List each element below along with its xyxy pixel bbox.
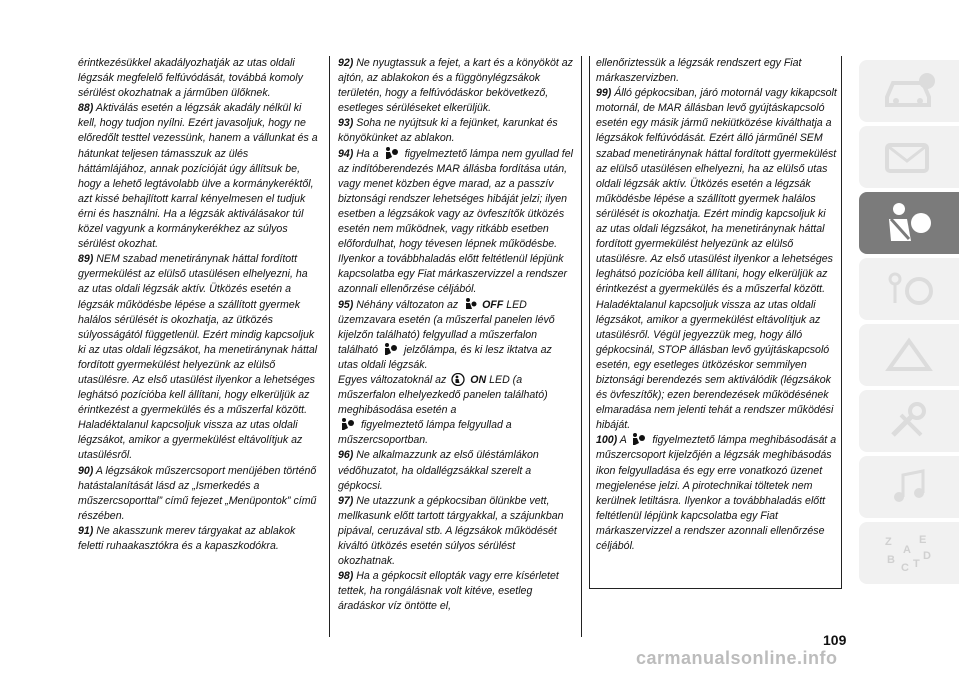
note-number: 92) (338, 57, 354, 69)
note-number: 99) (596, 87, 612, 100)
note-94: 94) Ha a figyelmeztető lámpa nem gyullad fel az indítóberendezés MAR állásba fordítása után, vagy menet közben égve marad, az a passzív biztonsági rendszer lehetséges hibáját jelzi; ilyen esetben a légzsákok vagy az övfeszítők ütközés esetén nem működnek, vagy ritkább esetben előfordulhat, hogy tévesen lépnek működésbe. Ilyenkor a továbbhaladás előtt feltétlenül lépjünk kapcsolatba egy Fiat márkaszervizzel a rendszer azonnali ellenőrzése céljából. (338, 147, 573, 296)
tab-dashboard[interactable] (859, 126, 959, 188)
note-100: 100) A figyelmeztető lámpa meghibásodását a műszercsoport kijelzőjén a légzsák meghibásodás ikon felgyulladása és egy erre vonatkozó üzenet megjelenése jelzi. A pirotechnikai töltetek nem kerülnek letiltásra. Ilyenkor a továbbhaladás előtt feltétlenül lépjünk kapcsolatba egy Fiat márkaszervizzel a rendszer azonnali ellenőrzése céljából. (596, 434, 837, 552)
tab-maintenance[interactable] (859, 390, 959, 452)
tools-icon (881, 401, 937, 441)
dashboard-warning-icon (881, 137, 937, 177)
note-number: 93) (338, 117, 354, 130)
note-88: 88) Aktiválás esetén a légzsák akadály nélkül ki kell, hogy tudjon nyílni. Ezért javasoljuk, hogy ne előredőlt testtel vezessünk, hanem a vállunkat és a hátunkat teljesen támasszuk az ülés háttámlájához, annak pozícióját úgy állítsuk be, hogy a lehető legtávolabb ülve a kormánykeréktől, azt kissé behajlított karral kényelmesen el tudjuk érni és használni. Ha a légzsák aktiválásakor túl közel vagyunk a kormánykerékhez az súlyos sérülést okozhat. (78, 102, 318, 251)
tab-starting-driving[interactable] (859, 258, 959, 320)
note-number: 98) (338, 570, 354, 583)
note-number: 97) (338, 494, 354, 507)
index-letter: C (901, 562, 909, 574)
note-98: 98) Ha a gépkocsit ellopták vagy erre kísérletet tettek, ha rongálásnak volt kitéve, esetleg áradáskor víz öntötte el, (338, 570, 559, 613)
paragraph-continuation: ellenőriztessük a légzsák rendszert egy Fiat márkaszervizben. (596, 57, 802, 85)
note-number: 96) (338, 449, 354, 462)
note-89: 89) NEM szabad menetiránynak háttal fordított gyermekülést az elülső utasülésen elhelyezni, ha az utas oldali légzsák aktív. Ütközés esetén a légzsák működésbe lépése a szállított gyermek halálos sérülését is okozhatja, az ütközés súlyosságától függetlenül. Ezért mindig kapcsoljuk ki az utas oldali légzsákot, ha menetiránynak háttal fordított gyermekülést helyezünk az elülső utasülésre. Az első utasülést ilyenkor a lehetséges leghátsó pozícióba kell állítani, hogy elkerüljük az érintkezést a gyermekülés és a műszerfal között. Haladéktalanul kapcsoljuk vissza az utas oldali légzsákot, amikor a gyermekülést eltávolítjuk az utasülésről. (78, 253, 318, 462)
note-96: 96) Ne alkalmazzunk az első üléstámlákon védőhuzatot, ha oldallégzsákkal szerelt a gépkocsi. (338, 449, 539, 492)
index-letter: E (919, 534, 927, 546)
note-99: 99) Álló gépkocsiban, járó motornál vagy kikapcsolt motornál, de MAR állásban levő gyújtáskapcsoló esetén egy másik jármű nekiütközése kiválthatja a légzsákok felfúvódását. Ezért álló járműnél SEM szabad menetiránynak háttal fordított gyermekülést az elülső utasülésen elhelyezni, ha az elülső utas oldali légzsák aktív. Ütközés esetén a légzsák működésbe lépése a szállított gyermek halálos sérülését is okozhatja. Ezért mindig kapcsoljuk ki az utas oldali légzsákot, ha menetiránynak háttal fordított gyermekülést helyezünk az elülső utasülésre. Az első utasülést ilyenkor a lehetséges leghátsó pozícióba kell állítani, hogy elkerüljük az érintkezést a gyermekülés és a műszerfal között. Haladéktalanul kapcsoljuk vissza az utas oldali légzsákot, amikor a gyermekülést eltávolítjuk az utasülésről. Végül jegyezzük meg, hogy álló gépkocsinál, STOP állásban levő gyújtáskapcsoló esetén, egy esetleges ütközéskor semmilyen biztonsági berendezés sem aktiválódik (légzsákok és övfeszítők); ezen berendezések működésének elmaradása nem jelenti tehát a rendszer működési hibáját. (596, 87, 837, 432)
note-number: 90) (78, 464, 94, 477)
text-column-2 (329, 56, 582, 637)
watermark: carmanualsonline.info (636, 648, 838, 668)
seatbelt-airbag-icon (881, 201, 937, 245)
note-95-variant: Egyes változatoknál az ON LED (a műszerfalon elhelyezkedő panelen található) meghibásodása esetén a figyelmeztető lámpa felgyullad a műszercsoportban. (338, 373, 548, 447)
media-music-icon (881, 467, 937, 507)
note-number: 94) (338, 147, 354, 160)
note-97: 97) Ne utazzunk a gépkocsiban ölünkbe vett, mellkasunk előtt tartott tárgyakkal, a szájunkban pipával, ceruzával stb. A légzsákok működését kiváltó ütközés esetén súlyos sérülést okozhatnak. (338, 494, 564, 568)
paragraph-continuation: érintkezésükkel akadályozhatják az utas oldali légzsák megfelelő felfúvódását, továbbá komoly sérülést okozhatnak a járműben ülőknek. (78, 57, 303, 100)
key-steering-icon (881, 269, 937, 309)
airbag-warning-icon (631, 433, 647, 446)
note-number: 95) (338, 298, 354, 311)
note-95: 95) Néhány változaton az OFF LED üzemzavara esetén (a műszerfal panelen lévő kijelzőn található) felgyullad a műszerfalon található jelzőlámpa, és ki lesz iktatva az utas oldali légzsák. (338, 298, 555, 371)
on-label: ON (470, 373, 487, 386)
index-letter: T (913, 558, 920, 570)
note-number: 91) (78, 524, 94, 537)
airbag-warning-icon (383, 343, 399, 356)
airbag-warning-icon (384, 147, 400, 160)
page-number: 109 (823, 632, 847, 648)
note-number: 89) (78, 253, 94, 266)
airbag-warning-icon (340, 418, 356, 431)
note-number: 100) (596, 434, 618, 447)
index-letter: D (923, 550, 931, 562)
index-letters-icon (879, 531, 939, 575)
index-letter: Z (885, 536, 892, 548)
index-letter: A (903, 544, 911, 556)
note-90: 90) A légzsákok műszercsoport menüjében történő hatástalanítását lásd az „Ismerkedés a műszercsoporttal” című fejezet „Menüpontok” című részében. (78, 464, 317, 522)
off-label: OFF (482, 298, 504, 311)
car-info-icon (881, 71, 937, 111)
note-93: 93) Soha ne nyújtsuk ki a fejünket, karunkat és könyökünket az ablakon. (338, 117, 558, 145)
tab-multimedia[interactable] (859, 456, 959, 518)
tab-index[interactable] (859, 522, 959, 584)
tab-car-info[interactable] (859, 60, 959, 122)
note-91: 91) Ne akasszunk merev tárgyakat az ablakok feletti ruhaakasztókra és a kapaszkodókra. (78, 524, 296, 552)
tab-emergency[interactable] (859, 324, 959, 386)
warning-triangle-icon (881, 335, 937, 375)
text-column-3 (589, 56, 842, 589)
text-column-1 (76, 56, 319, 554)
note-92: 92) Ne nyugtassuk a fejet, a kart és a könyököt az ajtón, az ablakokon és a függönylégzsákok területén, hogy a felfúvódáskor bekövetkező, esetleges sérüléseket elkerüljük. (338, 57, 573, 115)
passenger-airbag-off-icon (463, 298, 477, 311)
index-letter: B (887, 554, 895, 566)
tab-safety[interactable] (859, 192, 959, 254)
note-number: 88) (78, 102, 94, 115)
passenger-airbag-on-icon (451, 373, 465, 386)
